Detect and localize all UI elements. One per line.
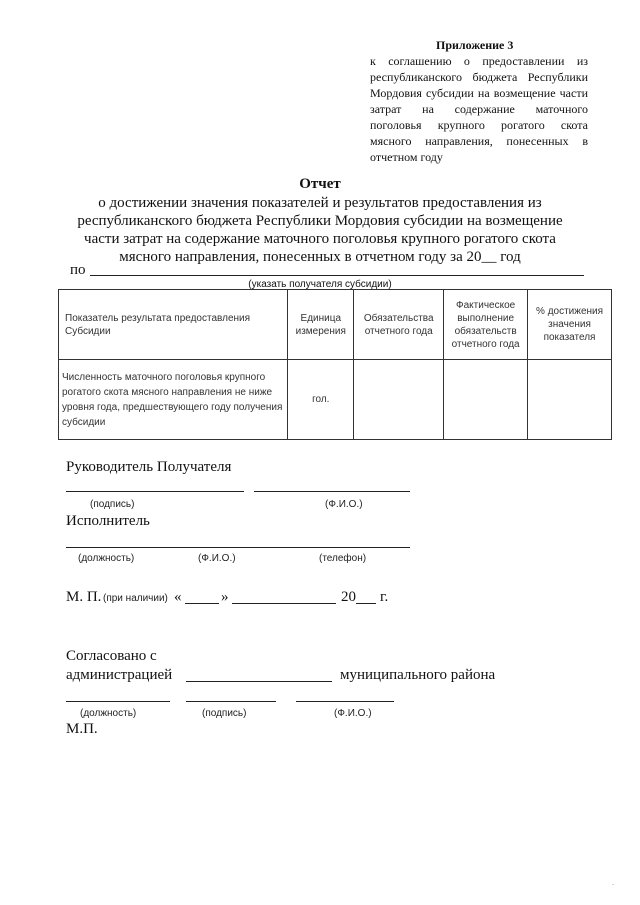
head-name-line[interactable]: [254, 491, 410, 492]
indicators-table: [58, 289, 612, 440]
date-open-quote: «: [174, 589, 182, 605]
bottom-stamp-label: М.П.: [66, 721, 98, 737]
administration-line[interactable]: [186, 681, 332, 682]
executor-position-hint: (должность): [78, 553, 135, 564]
table-header-row: [59, 290, 612, 360]
executor-line[interactable]: [66, 547, 410, 548]
executor-label: Исполнитель: [66, 513, 150, 529]
report-title: Отчет: [299, 176, 341, 192]
appendix-title: Приложение 3: [436, 38, 514, 52]
report-subtitle-line-4: мясного направления, понесенных в отчетном году за 20__ год: [119, 249, 521, 265]
report-subtitle-line-2: республиканского бюджета Республики Мордовия субсидии на возмещение: [77, 213, 563, 229]
year-line[interactable]: [356, 603, 376, 604]
year-suffix: г.: [380, 589, 389, 605]
header-unit: Единица измерения: [288, 290, 354, 360]
district-text: муниципального района: [340, 667, 496, 683]
report-subtitle-line-3: части затрат на содержание маточного поголовья крупного рогатого скота: [84, 231, 556, 247]
cell-indicator: Численность маточного поголовья крупного рогатого скота мясного направления не ниже уровня года, предшествующего году получения субсидии: [59, 360, 288, 440]
cell-unit: гол.: [288, 360, 354, 440]
agreed-label-line-2: администрацией: [66, 667, 173, 683]
agreed-name-hint: (Ф.И.О.): [334, 708, 372, 719]
head-signature-hint: (подпись): [90, 499, 135, 510]
head-name-hint: (Ф.И.О.): [325, 499, 363, 510]
stamp-note: (при наличии): [103, 593, 168, 604]
cell-percent[interactable]: [528, 360, 612, 440]
agreed-name-line[interactable]: [296, 701, 394, 702]
cell-obligations[interactable]: [354, 360, 444, 440]
head-signature-line[interactable]: [66, 491, 244, 492]
cell-actual[interactable]: [444, 360, 528, 440]
agreed-position-hint: (должность): [80, 708, 137, 719]
header-actual-fulfillment: Фактическое выполнение обязательств отчетного года: [444, 290, 528, 360]
agreed-signature-hint: (подпись): [202, 708, 247, 719]
executor-phone-hint: (телефон): [319, 553, 367, 564]
report-subtitle-line-1: о достижении значения показателей и результатов предоставления из: [98, 195, 542, 211]
date-day-line[interactable]: [185, 603, 219, 604]
date-month-line[interactable]: [232, 603, 336, 604]
header-percent-achievement: % достижения значения показателя: [528, 290, 612, 360]
recipient-hint: (указать получателя субсидии): [248, 279, 392, 290]
scan-dot: .: [612, 878, 614, 887]
head-label: Руководитель Получателя: [66, 459, 232, 475]
header-indicator: Показатель результата предоставления Субсидии: [59, 290, 288, 360]
year-prefix: 20: [341, 589, 356, 605]
recipient-field-line[interactable]: [90, 275, 584, 276]
date-close-quote: »: [221, 589, 229, 605]
stamp-label: М. П.: [66, 589, 102, 605]
agreed-signature-line[interactable]: [186, 701, 276, 702]
appendix-description: к соглашению о предоставлении из республиканского бюджета Республики Мордовия субсидии на возмещение части затрат на содержание маточного поголовья крупного рогатого скота мясного направления, понесенных в отчетном году: [370, 54, 588, 164]
table-row: [59, 360, 612, 440]
header-obligations: Обязательства отчетного года: [354, 290, 444, 360]
agreed-position-line[interactable]: [66, 701, 170, 702]
agreed-label-line-1: Согласовано с: [66, 648, 157, 664]
executor-name-hint: (Ф.И.О.): [198, 553, 236, 564]
recipient-label: по: [70, 262, 86, 278]
